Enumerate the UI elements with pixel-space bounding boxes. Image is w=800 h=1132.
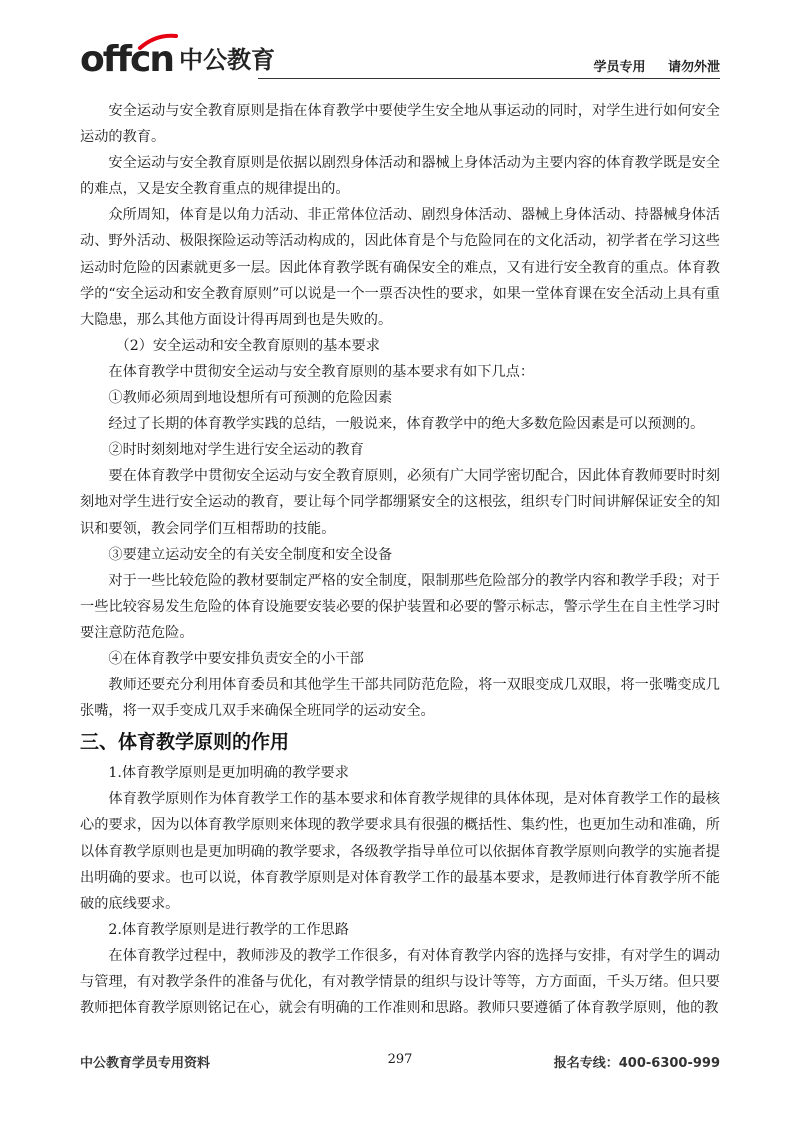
point-text: 在体育教学过程中，教师涉及的教学工作很多，有对体育教学内容的选择与安排，有对学生的调动与管理，有对教学条件的准备与优化，有对教学情景的组织与设计等等，方方面面，千头万绪。但只要教师把体育教学原则铭记在心，就会有明确的工作准则和思路。教师只要遵循了体育教学原则，他的教	[80, 947, 720, 1017]
page-content	[80, 98, 720, 1021]
list-item-text: 教师还要充分利用体育委员和其他学生干部共同防范危险，将一双眼变成几双眼，将一张嘴变成几张嘴，将一双手变成几双手来确保全班同学的运动安全。	[80, 677, 720, 720]
header-tags	[575, 56, 720, 75]
list-item-text: 经过了长期的体育教学实践的总结，一般说来，体育教学中的绝大多数危险因素是可以预测的。	[108, 416, 705, 433]
header-rule	[258, 78, 720, 79]
point-title: 2.体育教学原则是进行教学的工作思路	[108, 921, 349, 938]
header-tag-students-only: 学员专用	[593, 60, 646, 75]
paragraph: 安全运动与安全教育原则是指在体育教学中要使学生安全地从事运动的同时，对学生进行如何安全运动的教育。	[80, 103, 720, 146]
point-text: 体育教学原则作为体育教学工作的基本要求和体育教学规律的具体体现，是对体育教学工作的最核心的要求，因为以体育教学原则来体现的教学要求具有很强的概括性、集约性，也更加生动和准确，所以体育教学原则也是更加明确的教学要求，各级教学指导单位可以依据体育教学原则向教学的实施者提出明确的要求。也可以说，体育教学原则是对体育教学工作的最基本要求，是教师进行体育教学所不能破的底线要求。	[80, 791, 720, 912]
offcn-logo	[80, 30, 275, 80]
list-item-title: ①教师必须周到地设想所有可预测的危险因素	[108, 390, 393, 407]
list-item-text: 要在体育教学中贯彻安全运动与安全教育原则，必须有广大同学密切配合，因此体育教师要时时刻刻地对学生进行安全运动的教育，要让每个同学都绷紧安全的这根弦，组织专门时间讲解保证安全的知识和要领，教会同学们互相帮助的技能。	[80, 468, 720, 537]
page-number: 297	[387, 1052, 413, 1067]
sub-heading: （2）安全运动和安全教育原则的基本要求	[115, 337, 380, 354]
logo-cn-text: 中公教育	[179, 46, 276, 74]
list-item-title: ③要建立运动安全的有关安全制度和安全设备	[108, 546, 393, 563]
point-title: 1.体育教学原则是更加明确的教学要求	[108, 765, 349, 782]
logo-latin-text: offcn	[80, 39, 174, 80]
footer-material-label: 中公教育学员专用资料	[80, 1056, 211, 1071]
list-item-title: ④在体育教学中要安排负责安全的小干部	[108, 650, 364, 667]
paragraph: 在体育教学中贯彻安全运动与安全教育原则的基本要求有如下几点：	[108, 363, 535, 380]
list-item-title: ②时时刻刻地对学生进行安全运动的教育	[108, 442, 364, 459]
paragraph: 安全运动与安全教育原则是依据以剧烈身体活动和器械上身体活动为主要内容的体育教学既是安全的难点，又是安全教育重点的规律提出的。	[80, 155, 720, 198]
header-tag-confidential: 请勿外泄	[667, 60, 720, 75]
footer-hotline: 报名专线：400-6300-999	[553, 1056, 720, 1071]
page-footer	[80, 1052, 720, 1076]
paragraph: 众所周知，体育是以角力活动、非正常体位活动、剧烈身体活动、器械上身体活动、持器械身体活动、野外活动、极限探险运动等活动构成的，因此体育是个与危险同在的文化活动，初学者在学习这些运动时危险的因素就更多一层。因此体育教学既有确保安全的难点，又有进行安全教育的重点。体育教学的“安全运动和安全教育原则”可以说是一个一票否决性的要求，如果一堂体育课在安全活动上具有重大隐患，那么其他方面设计得再周到也是失败的。	[80, 207, 720, 328]
page-header	[80, 30, 720, 90]
list-item-text: 对于一些比较危险的教材要制定严格的安全制度，限制那些危险部分的教学内容和教学手段；对于一些比较容易发生危险的体育设施要安装必要的保护装置和必要的警示标志，警示学生在自主性学习时要注意防范危险。	[80, 572, 720, 641]
logo-swoosh-icon	[138, 32, 178, 50]
section-heading: 三、体育教学原则的作用	[80, 731, 290, 754]
